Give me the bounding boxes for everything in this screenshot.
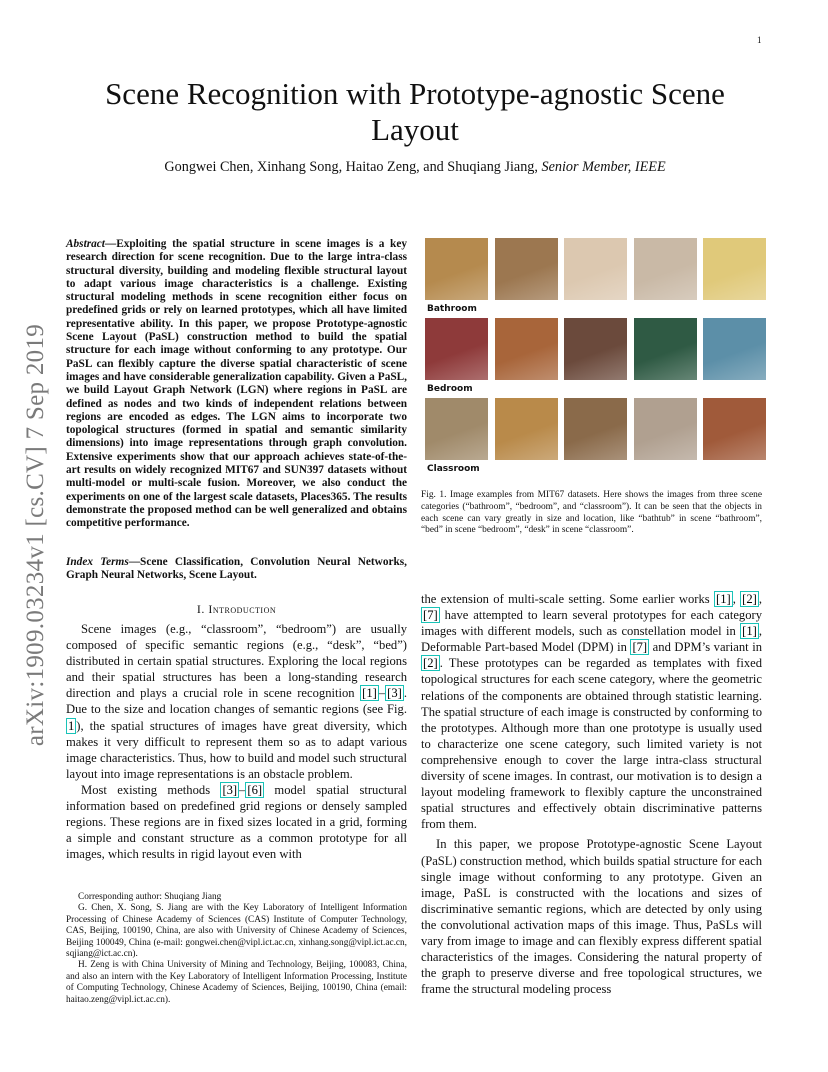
scene-image-thumbnail: [564, 318, 627, 380]
footnotes: [66, 892, 407, 1006]
arxiv-stamp: [16, 295, 56, 775]
text-run: –: [378, 686, 386, 701]
arxiv-stamp-text: arXiv:1909.03234v1 [cs.CV] 7 Sep 2019: [22, 323, 49, 747]
scene-image-thumbnail: [495, 398, 558, 460]
scene-image-thumbnail: [634, 318, 697, 380]
category-label: Bathroom: [427, 304, 477, 314]
author-membership: Senior Member, IEEE: [541, 159, 666, 175]
intro-left-column: [66, 621, 407, 862]
text-run: . These prototypes can be regarded as templates with fixed topological structures for each scene category, where the geometric relations of the components are obtained through statistic learning. The spatial structure of each image is constructed by conforming to the prototypes. Although more than one prototype is usually used to characterize one scene category, such limited variety is not comprehensive enough to cover the large intra-class structural diversity of scene images. In contrast, our motivation is to design a layout modeling framework to flexibly capture the unconstrained spatial structures and effectively obtain discriminative patterns from them.: [421, 656, 762, 832]
text-run: have attempted to learn several prototypes for each category images with different models, such as constellation model in: [421, 608, 762, 639]
citation-link[interactable]: [3]: [387, 686, 402, 701]
citation-link[interactable]: [6]: [247, 782, 263, 797]
citation-link[interactable]: [7]: [423, 608, 438, 623]
text-run: . Due to the size and location changes of semantic regions (see Fig.: [66, 686, 407, 717]
intro-paragraph-4: In this paper, we propose Prototype-agnostic Scene Layout (PaSL) construction method, which builds spatial structure for each single image without conforming to any prototype. Given an image, PaSL is constructed with the locations and sizes of discriminative semantic regions, which are detected by only using the convolutional activation maps of this image. Thus, PaSLs will vary from image to image and can flexibly express different spatial characteristics of the images. Considering the natural property of the graph to preserve diverse and free topological structures, we frame the structural modeling process: [421, 837, 762, 997]
text-run: ), the spatial structures of images have great diversity, which makes it very difficult to represent them so as to adapt various image characteristics. Thus, how to build and model such structural layout into image representations is an obstacle problem.: [66, 718, 407, 781]
intro-paragraph-2: [66, 782, 407, 862]
footnote-affiliation-2: H. Zeng is with China University of Mining and Technology, Beijing, 100083, China, and also an intern with the Key Laboratory of Intelligent Information Processing, Institute of Computing Technology, Chinese Academy of Sciences, Beijing, 100190, China (email: haitao.zeng@vipl.ict.ac.cn).: [66, 960, 407, 1005]
page-number: 1: [757, 35, 762, 45]
figure-1: [425, 238, 766, 478]
abstract-lead: Abstract: [66, 238, 105, 250]
scene-image-thumbnail: [495, 238, 558, 300]
intro-right-column: [421, 591, 762, 997]
scene-image-thumbnail: [634, 238, 697, 300]
text-run: the extension of multi-scale setting. Some earlier works: [421, 592, 714, 606]
scene-image-thumbnail: [703, 238, 766, 300]
citation-link[interactable]: [7]: [632, 640, 648, 655]
citation-link[interactable]: [1]: [362, 686, 377, 701]
scene-image-thumbnail: [703, 398, 766, 460]
text-run: Scene images (e.g., “classroom”, “bedroom”) are usually composed of specific semantic regions (e.g., “desk”, “bed”) distributed in certain spatial structures. Exploring the local regions and their spatial structures has been a long-standing research direction and plays a crucial role in scene recognition: [66, 622, 407, 701]
category-label: Classroom: [427, 464, 480, 474]
citation-link[interactable]: [1]: [716, 592, 731, 606]
text-run: Most existing methods: [81, 782, 221, 797]
section-heading: [66, 602, 407, 617]
section-title: Introduction: [208, 602, 277, 616]
text-run: model spatial structural information based on predefined grid regions or densely sampled regions. These regions are in fixed sizes located in a grid, forming a simple and constant structure as a common prototype for all images, which results in rigid layout even with: [66, 782, 407, 862]
scene-image-thumbnail: [425, 238, 488, 300]
scene-image-thumbnail: [634, 398, 697, 460]
author-line: [60, 159, 770, 176]
figure-row: [425, 398, 766, 474]
intro-paragraph-1: [66, 621, 407, 782]
scene-image-thumbnail: [564, 398, 627, 460]
citation-link[interactable]: [2]: [742, 592, 757, 606]
citation-link[interactable]: [2]: [423, 656, 438, 671]
text-run: –: [239, 782, 246, 797]
footnote-corresponding: Corresponding author: Shuqiang Jiang: [78, 892, 222, 902]
scene-image-thumbnail: [495, 318, 558, 380]
figure-caption: Fig. 1. Image examples from MIT67 datasets. Here shows the images from three scene categories (“bathroom”, “bedroom”, and “classroom”). It can be seen that the objects in each scene can vary greatly in size and location, like “bathtub” in scene “bathroom”, “bed” in scene “bedroom”, “desk” in scene “classroom”.: [421, 490, 762, 536]
figure-row: [425, 238, 766, 314]
footnote-affiliation-1: G. Chen, X. Song, S. Jiang are with the Key Laboratory of Intelligent Information Processing of Chinese Academy of Sciences (CAS) Institute of Computer Technology, CAS, Beijing, 100190, China, are also with University of Chinese Academy of Sciences, Beijing 100049, China (e-mail: gongwei.chen@vipl.ict.ac.cn, xinhang.song@vipl.ict.ac.cn, sqjiang@ict.ac.cn).: [66, 903, 407, 960]
citation-link[interactable]: [3]: [222, 782, 238, 797]
citation-link[interactable]: [1]: [742, 624, 757, 639]
author-names: Gongwei Chen, Xinhang Song, Haitao Zeng, and Shuqiang Jiang,: [164, 159, 542, 175]
category-label: Bedroom: [427, 384, 473, 394]
text-run: ,: [758, 592, 762, 606]
paper-title: Scene Recognition with Prototype-agnostic Scene Layout: [105, 76, 725, 147]
scene-image-thumbnail: [425, 398, 488, 460]
scene-image-thumbnail: [425, 318, 488, 380]
figure-row: [425, 318, 766, 394]
text-run: , Deformable Part-based Model (DPM) in: [421, 624, 762, 655]
abstract-text: —Exploiting the spatial structure in scene images is a key research direction for scene recognition. Due to the large intra-class structural diversity, building and modeling flexible structural layout to adapt various image characteristics is a challenge. Existing structural modeling methods in scene recognition either focus on predefined grids or rely on learned prototypes, which all have limited representative ability. In this paper, we propose Prototype-agnostic Scene Layout (PaSL) construction method to build the spatial structure for each image without conforming to any prototype. Our PaSL can flexibly capture the diverse spatial characteristic of scene images and have considerable generalization capability. Given a PaSL, we build Layout Graph Network (LGN) where regions in PaSL are defined as nodes and two kinds of independent relations between regions are encoded as edges. The LGN aims to incorporate two topological structures (formed in spatial and semantic similarity dimensions) into image representations through graph convolution. Extensive experiments show that our approach achieves state-of-the-art results on widely recognized MIT67 and SUN397 datasets without multi-model or multi-scale fusion. Moreover, we also conduct the experiments on one of the largest scale datasets, Places365. The results demonstrate the proposed method can be well generalized and obtains competitive performance.: [66, 238, 407, 530]
index-terms: [66, 556, 407, 583]
intro-paragraph-3: [421, 591, 762, 832]
figure-link[interactable]: 1: [68, 718, 75, 733]
scene-image-thumbnail: [703, 318, 766, 380]
text-run: ,: [732, 592, 741, 606]
scene-image-thumbnail: [564, 238, 627, 300]
index-terms-text: —Scene Classification, Convolution Neural Networks, Graph Neural Networks, Scene Layout.: [66, 556, 407, 582]
index-terms-lead: Index Terms: [66, 556, 129, 568]
abstract: [66, 238, 407, 531]
text-run: and DPM’s variant in: [649, 640, 762, 655]
section-numeral: I.: [196, 602, 209, 616]
